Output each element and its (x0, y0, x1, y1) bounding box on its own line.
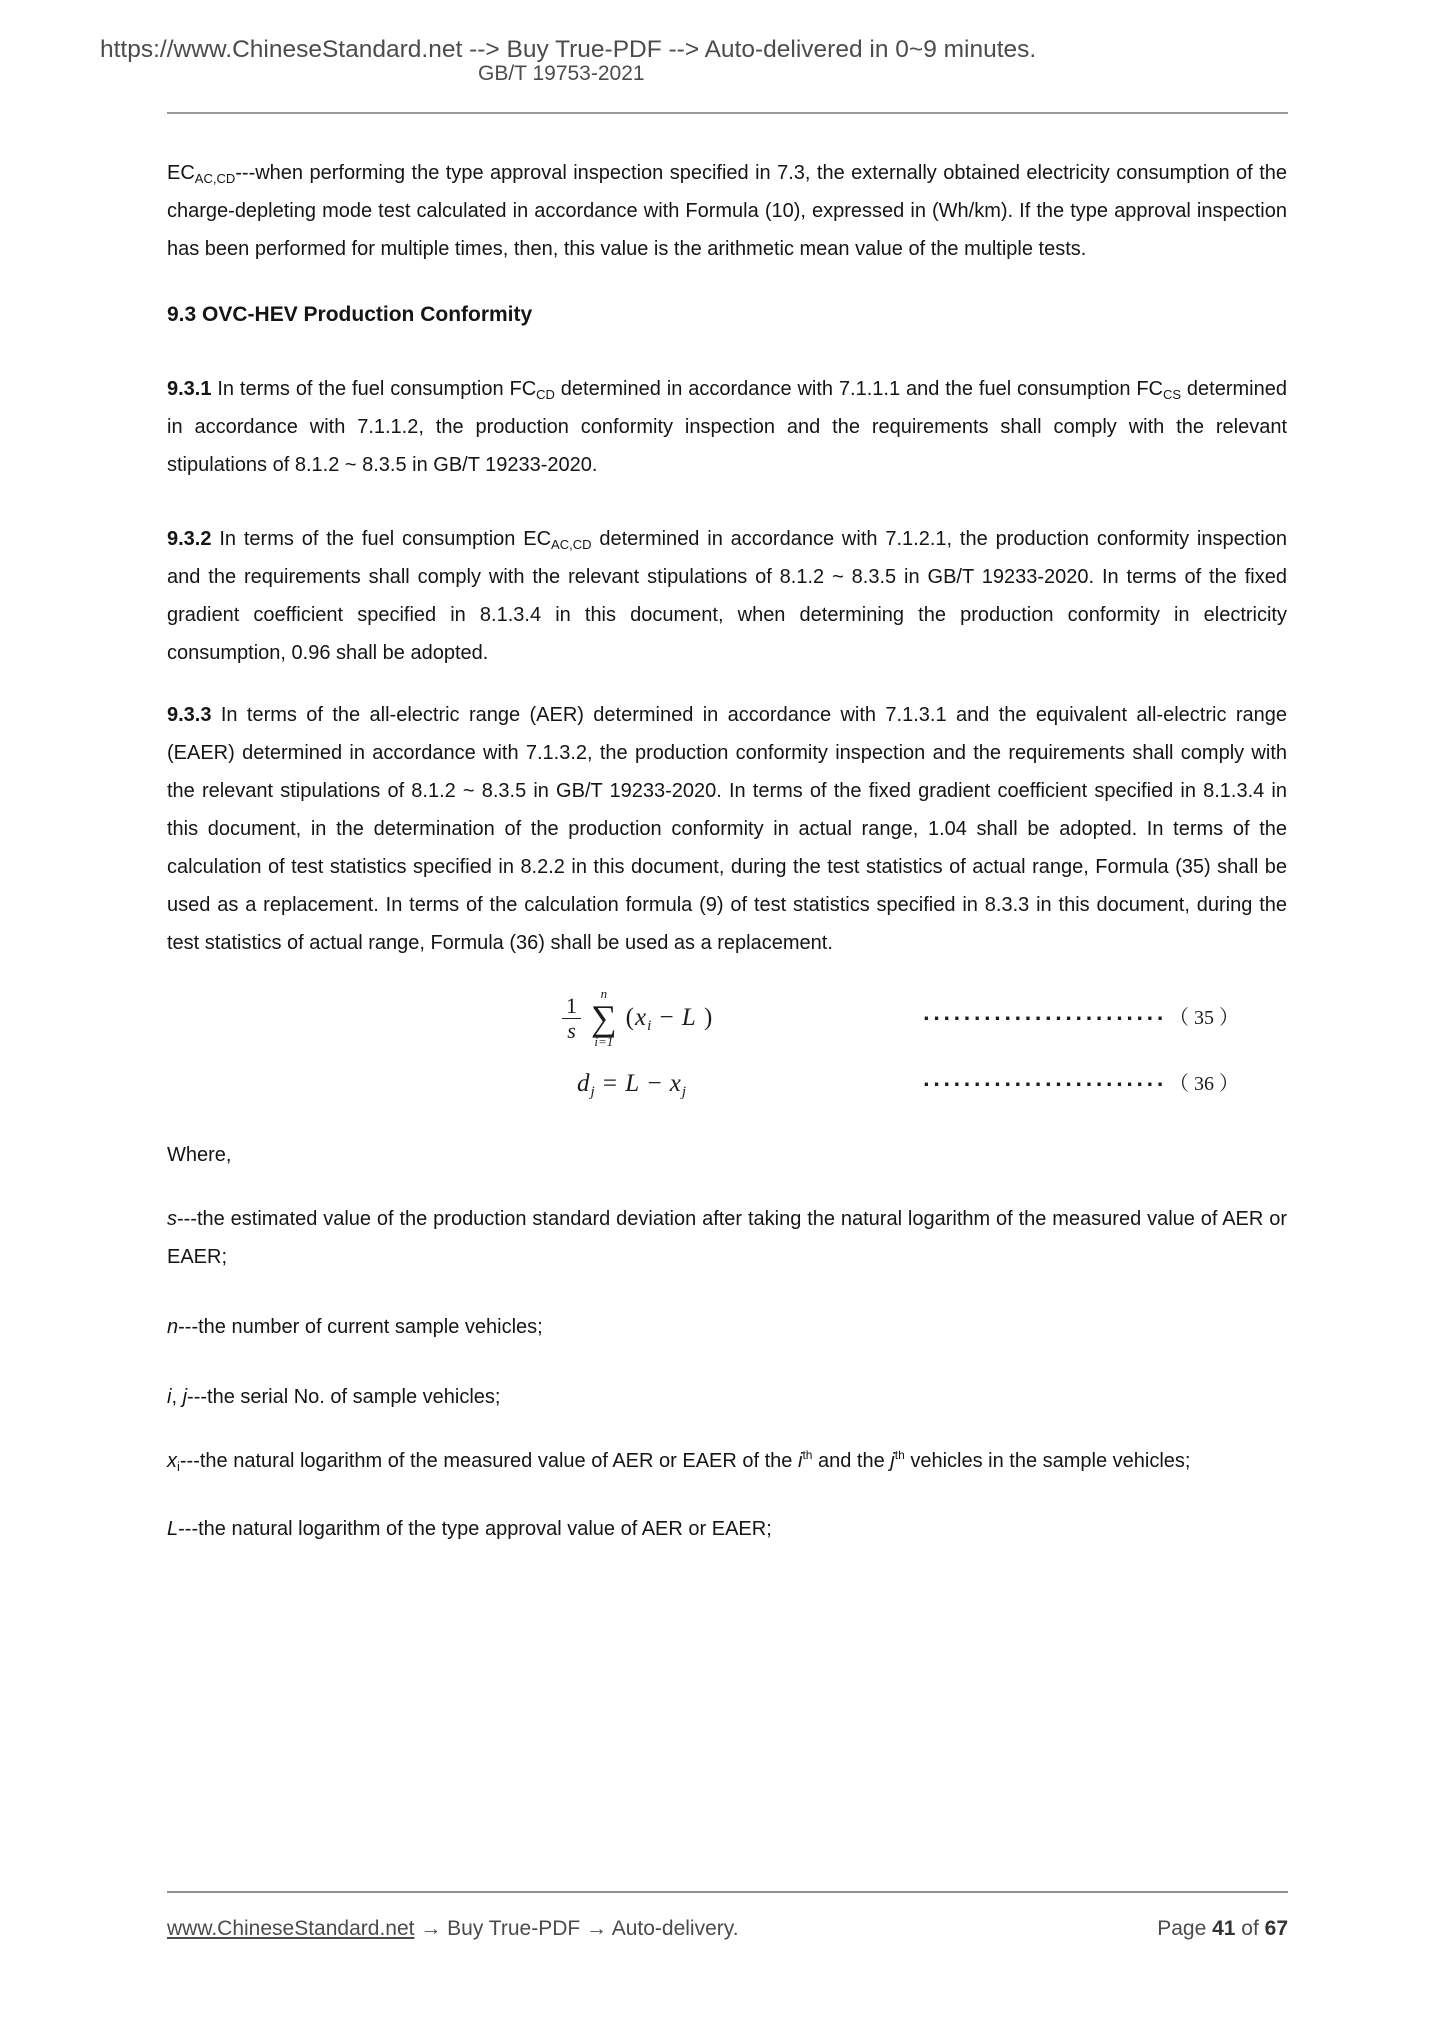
formula-block (167, 986, 1287, 1104)
var-L: L (625, 1070, 641, 1097)
definition-s (167, 1200, 1287, 1276)
fc-cs-subscript: CS (1162, 387, 1182, 402)
sigma-icon: ∑ (591, 997, 617, 1038)
header-url-stamp: https://www.ChineseStandard.net --> Buy True-PDF --> Auto-delivered in 0~9 minutes. (100, 36, 1037, 63)
symbol-j: j (182, 1386, 188, 1408)
clause-number: 9.3.2 (167, 528, 212, 550)
clause-text: determined in accordance with 7.1.2.1, the production conformity inspection and the requirements shall comply with the relevant stipulations of 8.1.2 ~ 8.3.5 in GB/T 19233-2020. In terms of the fixed gradient coefficient specified in 8.1.3.4 in this document, when determining the production conformity in electricity consumption, 0.96 shall be adopted. (167, 528, 1287, 664)
dot-leader: ························ (923, 1004, 1167, 1031)
footer-divider (167, 1891, 1288, 1893)
definition-i-j (167, 1378, 1287, 1416)
ec-subscript: AC,CD (194, 171, 236, 186)
header-divider (167, 112, 1288, 114)
ordinal-th: th (802, 1448, 813, 1462)
clause-text: determined in accordance with 7.1.1.2, the production conformity inspection and the requirements shall comply with the relevant stipulations of 8.1.2 ~ 8.3.5 in GB/T 19233-2020. (167, 378, 1287, 476)
symbol-i: i (167, 1386, 172, 1408)
formula-35-expression (626, 999, 714, 1037)
clause-text: determined in accordance with 7.1.1.1 and the fuel consumption FC (554, 378, 1163, 400)
definition-text: ---the number of current sample vehicles; (178, 1316, 543, 1338)
formula-36 (167, 1064, 1287, 1104)
sum-lower-limit: i=1 (594, 1034, 614, 1050)
separator: , (171, 1386, 183, 1408)
minus-sign: − (652, 1004, 682, 1031)
paragraph-9-3-3 (167, 696, 1287, 962)
fraction-denominator: s (567, 1018, 576, 1043)
ordinal-th: th (894, 1448, 905, 1462)
section-heading-9-3: 9.3 OVC-HEV Production Conformity (167, 303, 533, 326)
paragraph-ec-definition (167, 154, 1287, 268)
definition-text: ---the serial No. of sample vehicles; (187, 1386, 501, 1408)
footer-line (167, 1917, 1288, 1941)
symbol-L: L (167, 1518, 179, 1540)
of-word: of (1235, 1917, 1265, 1940)
ec-ac-cd-subscript: AC,CD (551, 537, 592, 552)
page-number: 41 (1212, 1917, 1236, 1940)
footer-site-link[interactable]: www.ChineseStandard.net (167, 1917, 415, 1940)
clause-text: In terms of the fuel consumption FC (211, 378, 537, 400)
formula-35 (167, 986, 1287, 1050)
clause-number: 9.3.3 (167, 704, 212, 726)
paren-close: ) (696, 1004, 714, 1031)
sub-j: j (681, 1084, 688, 1100)
definition-text: ---the natural logarithm of the measured value of AER or EAER of the (179, 1450, 798, 1472)
symbol-n: n (167, 1316, 179, 1338)
formula-number: （ 36 ） (1169, 1073, 1239, 1095)
document-body (0, 154, 1445, 1548)
page-total: 67 (1264, 1917, 1288, 1940)
ec-definition-text: ---when performing the type approval inspection specified in 7.3, the externally obtained electricity consumption of the charge-depleting mode test calculated in accordance with Formula (10), expressed in (Wh/km). If the type approval inspection has been performed for multiple times, then, this value is the arithmetic mean value of the multiple tests. (167, 162, 1287, 260)
sub-i: i (177, 1459, 180, 1474)
definition-text: ---the natural logarithm of the type approval value of AER or EAER; (178, 1518, 772, 1540)
footer-page-indicator (1157, 1917, 1288, 1941)
page-word: Page (1157, 1917, 1213, 1940)
equals-sign: = (595, 1070, 626, 1097)
paragraph-9-3-1 (167, 370, 1287, 484)
definition-xi (167, 1442, 1287, 1480)
sub-i: i (647, 1018, 653, 1034)
dot-leader: ························ (923, 1070, 1167, 1097)
footer-tagline: → Buy True-PDF → Auto-delivery. (414, 1917, 739, 1940)
definition-text: vehicles in the sample vehicles; (904, 1450, 1191, 1472)
var-x: x (635, 1004, 648, 1031)
definition-text: ---the estimated value of the production standard deviation after taking the natural logarithm of the measured value of AER or EAER; (167, 1208, 1287, 1268)
definition-n (167, 1308, 1287, 1346)
formula-number: （ 35 ） (1169, 1007, 1239, 1029)
definition-L (167, 1510, 1287, 1548)
symbol-i: i (797, 1450, 803, 1472)
formula-35-math (562, 986, 713, 1050)
ec-symbol: EC (167, 162, 195, 184)
where-lead: Where, (167, 1144, 232, 1166)
formula-36-math (577, 1064, 687, 1104)
minus-sign: − (640, 1070, 670, 1097)
sum-upper-limit: n (600, 985, 608, 1001)
fraction-one-over-s (562, 994, 581, 1042)
symbol-j: j (890, 1450, 895, 1472)
fraction-numerator: 1 (562, 994, 581, 1019)
var-d: d (577, 1070, 591, 1097)
clause-number: 9.3.1 (167, 378, 212, 400)
paren-open: ( (625, 1004, 635, 1031)
symbol-x: x (167, 1450, 177, 1472)
formula-35-leader (923, 999, 1239, 1037)
formula-36-expression (577, 1065, 687, 1103)
var-x: x (669, 1070, 682, 1097)
sub-j: j (590, 1084, 596, 1100)
header-doc-number: GB/T 19753-2021 (478, 62, 645, 85)
fc-cd-subscript: CD (536, 387, 555, 402)
page-header (0, 0, 1445, 114)
var-L: L (681, 1004, 697, 1031)
symbol-s: s (167, 1208, 177, 1230)
definition-text: and the (812, 1450, 891, 1472)
footer-left (167, 1917, 739, 1941)
summation-symbol (591, 987, 617, 1050)
formula-36-leader (923, 1065, 1239, 1103)
paragraph-9-3-2 (167, 520, 1287, 672)
page-footer (167, 1891, 1288, 1941)
clause-text: In terms of the all-electric range (AER) determined in accordance with 7.1.3.1 and the equivalent all-electric range (EAER) determined in accordance with 7.1.3.2, the production conformity inspection and the requirements shall comply with the relevant stipulations of 8.1.2 ~ 8.3.5 in GB/T 19233-2020. In terms of the fixed gradient coefficient specified in 8.1.3.4 in this document, in the determination of the production conformity in actual range, 1.04 shall be adopted. In terms of the calculation of test statistics specified in 8.2.2 in this document, during the test statistics of actual range, Formula (35) shall be used as a replacement. In terms of the calculation formula (9) of test statistics specified in 8.3.3 in this document, during the test statistics of actual range, Formula (36) shall be used as a replacement. (167, 704, 1287, 954)
clause-text: In terms of the fuel consumption EC (211, 528, 552, 550)
